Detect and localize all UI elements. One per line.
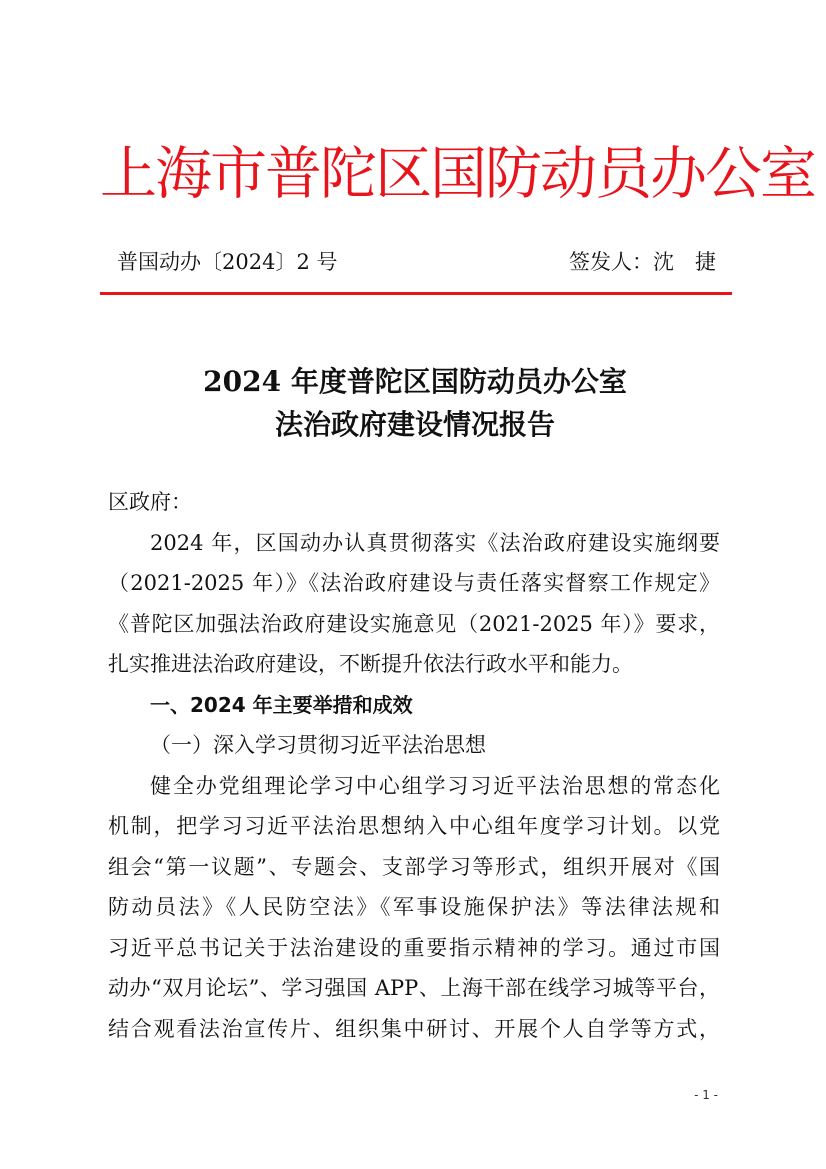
paragraph-1-line: 扎实推进法治政府建设，不断提升依法行政水平和能力。	[108, 652, 633, 676]
document-number: 普国动办〔2024〕2 号	[117, 250, 338, 274]
salutation: 区政府：	[108, 490, 192, 514]
signer: 签发人：沈 捷	[569, 250, 716, 274]
paragraph-2-line: 防动员法》《人民防空法》《军事设施保护法》等法律法规和	[108, 895, 720, 919]
paragraph-1-line: 2024 年，区国动办认真贯彻落实《法治政府建设实施纲要	[150, 530, 720, 555]
section-heading-1: 一、2024 年主要举措和成效	[150, 692, 413, 717]
page-number: - 1 -	[694, 1088, 718, 1102]
paragraph-2-line: 结合观看法治宣传片、组织集中研讨、开展个人自学等方式，	[108, 1016, 720, 1041]
report-title-line-2: 法治政府建设情况报告	[274, 408, 555, 441]
paragraph-1-line: 《普陀区加强法治政府建设实施意见（2021-2025 年）》要求，	[108, 611, 720, 636]
paragraph-2-line: 健全办党组理论学习中心组学习习近平法治思想的常态化	[150, 773, 720, 798]
paragraph-2-line: 动办“双月论坛”、学习强国 APP、上海干部在线学习城等平台，	[108, 976, 720, 1000]
document-body	[108, 482, 720, 1049]
paragraph-1-line: （2021-2025 年）》《法治政府建设与责任落实督察工作规定》	[108, 571, 720, 595]
subsection-heading-1: （一）深入学习贯彻习近平法治思想	[150, 733, 486, 757]
report-title-line-1: 2024 年度普陀区国防动员办公室	[203, 365, 627, 398]
paragraph-2-line: 习近平总书记关于法治建设的重要指示精神的学习。通过市国	[108, 935, 720, 960]
masthead-title: 上海市普陀区国防动员办公室	[100, 141, 815, 207]
paragraph-2-line: 组会“第一议题”、专题会、支部学习等形式，组织开展对《国	[108, 854, 720, 879]
red-divider-line	[100, 292, 732, 295]
paragraph-2-line: 机制，把学习习近平法治思想纳入中心组年度学习计划。以党	[108, 814, 720, 838]
